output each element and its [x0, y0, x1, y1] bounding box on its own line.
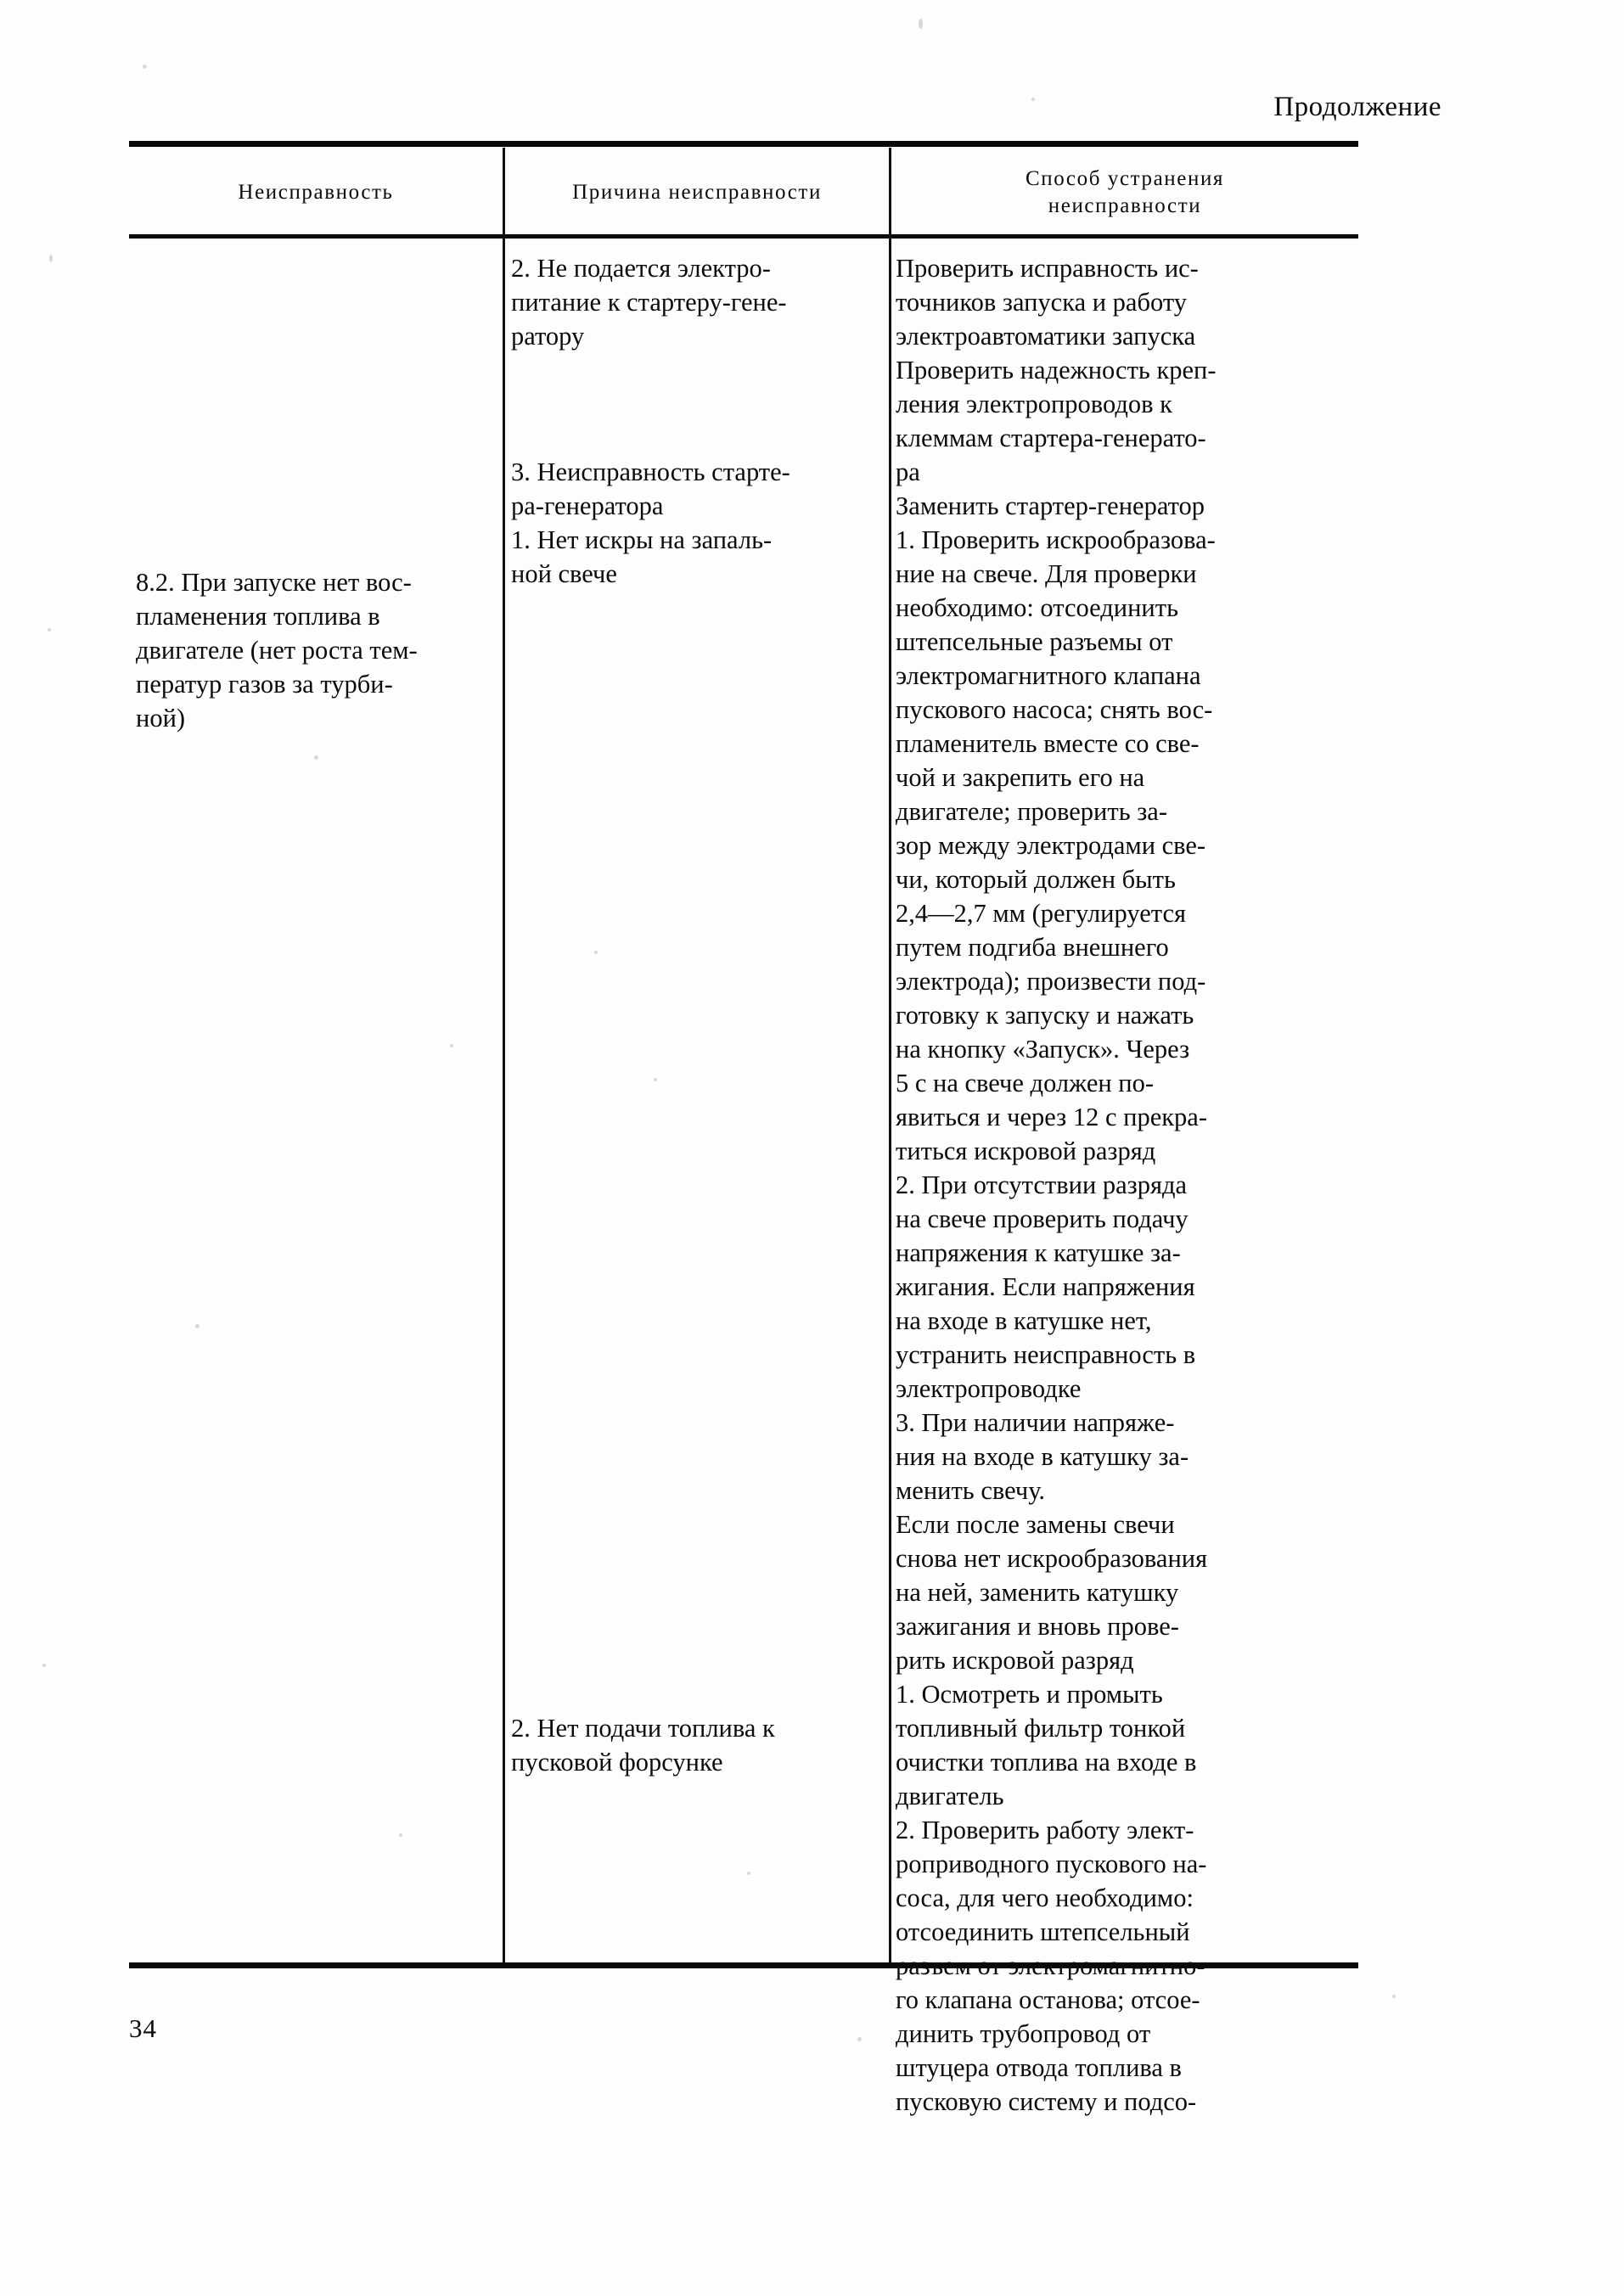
remedy-line: необходимо: отсоединить [896, 593, 1178, 622]
column-divider-2 [889, 148, 891, 1962]
cause-entry [511, 1711, 883, 1779]
remedy-line: роприводного пускового на- [896, 1850, 1207, 1878]
scan-speck [42, 1664, 46, 1667]
remedy-line: ния на входе в катушку за- [896, 1442, 1189, 1471]
remedy-line: двигателе; проверить за- [896, 797, 1167, 826]
remedy-line: электроавтоматики запуска [896, 322, 1196, 351]
fault-line: 8.2. При запуске нет вос- [136, 568, 412, 597]
scan-speck [1031, 98, 1035, 101]
remedy-line: штуцера отвода топлива в [896, 2053, 1182, 2082]
scan-speck [143, 65, 147, 69]
column-cause [511, 243, 883, 1779]
remedy-line: 2. Проверить работу элект- [896, 1816, 1194, 1844]
remedy-line: Проверить исправность ис- [896, 254, 1199, 283]
remedy-entry [896, 523, 1354, 1677]
remedy-line: отсоединить штепсельный [896, 1917, 1190, 1946]
remedy-line: на входе в катушке нет, [896, 1306, 1152, 1335]
remedy-line: чой и закрепить его на [896, 763, 1145, 792]
cause-line: ра-генератора [511, 491, 664, 520]
cause-line: 2. Нет подачи топлива к [511, 1714, 775, 1743]
remedy-line: менить свечу. [896, 1476, 1046, 1505]
remedy-entry [896, 353, 1354, 489]
table-header-rule [129, 234, 1358, 239]
remedy-line: точников запуска и работу [896, 288, 1188, 317]
scan-speck [857, 2037, 862, 2041]
fault-line: ператур газов за турби- [136, 670, 393, 699]
scan-speck [49, 255, 53, 262]
remedy-line: штепсельные разъемы от [896, 627, 1173, 656]
fault-line: пламенения топлива в [136, 602, 380, 631]
table-top-rule [129, 141, 1358, 147]
table-header-remedy-line1: Способ устранения [1025, 167, 1225, 190]
column-fault [136, 243, 496, 735]
table-header-cause-label: Причина неисправности [572, 181, 822, 204]
remedy-entry [896, 1677, 1354, 2119]
remedy-line: на ней, заменить катушку [896, 1578, 1179, 1607]
remedy-line: жигания. Если напряжения [896, 1272, 1195, 1301]
scan-speck [48, 628, 51, 632]
column-divider-1 [503, 148, 505, 1962]
remedy-line: напряжения к катушке за- [896, 1238, 1181, 1267]
remedy-line: 2. При отсутствии разряда [896, 1170, 1188, 1199]
remedy-line: разъем от электромагнитно- [896, 1951, 1205, 1980]
remedy-line: устранить неисправность в [896, 1340, 1196, 1369]
remedy-line: Если после замены свечи [896, 1510, 1175, 1539]
remedy-line: зажигания и вновь прове- [896, 1612, 1179, 1641]
remedy-line: титься искровой разряд [896, 1137, 1156, 1165]
scan-speck [919, 19, 923, 29]
spacer [511, 591, 883, 1711]
remedy-line: Проверить надежность креп- [896, 356, 1217, 385]
cause-line: ратору [511, 322, 585, 351]
running-head: Продолжение [1273, 92, 1441, 122]
table-header-remedy [891, 154, 1358, 231]
cause-line: ной свече [511, 559, 617, 588]
remedy-line: соса, для чего необходимо: [896, 1883, 1194, 1912]
remedy-line: клеммам стартера-генерато- [896, 424, 1206, 452]
table-header-remedy-line2: неисправности [1048, 194, 1202, 217]
remedy-line: электропроводке [896, 1374, 1082, 1403]
remedy-line: явиться и через 12 с прекра- [896, 1103, 1207, 1131]
cause-entry [511, 523, 883, 591]
cause-line: пусковой форсунке [511, 1748, 723, 1777]
remedy-line: электромагнитного клапана [896, 661, 1201, 690]
remedy-line: 3. При наличии напряже- [896, 1408, 1175, 1437]
remedy-line: пламенитель вместе со све- [896, 729, 1200, 758]
remedy-line: го клапана останова; отсое- [896, 1985, 1200, 2014]
spacer [511, 353, 883, 455]
remedy-line: на свече проверить подачу [896, 1204, 1188, 1233]
remedy-entry [896, 251, 1354, 353]
column-remedy [896, 243, 1354, 2119]
cause-line: 1. Нет искры на запаль- [511, 525, 773, 554]
remedy-line: Заменить стартер-генератор [896, 491, 1205, 520]
cause-line: 3. Неисправность старте- [511, 458, 790, 486]
remedy-line: рить искровой разряд [896, 1646, 1134, 1675]
remedy-line: очистки топлива на входе в [896, 1748, 1197, 1777]
table-header-fault-label: Неисправность [238, 181, 394, 204]
fault-line: ной) [136, 704, 186, 733]
remedy-line: путем подгиба внешнего [896, 933, 1169, 962]
fault-entry [136, 565, 496, 735]
remedy-line: чи, который должен быть [896, 865, 1176, 894]
remedy-line: 1. Осмотреть и промыть [896, 1680, 1163, 1709]
remedy-line: зор между электродами све- [896, 831, 1206, 860]
cause-line: питание к стартеру-гене- [511, 288, 787, 317]
cause-entry [511, 251, 883, 353]
remedy-line: снова нет искрообразования [896, 1544, 1208, 1573]
remedy-line: готовку к запуску и нажать [896, 1001, 1194, 1030]
remedy-line: двигатель [896, 1782, 1004, 1810]
remedy-line: ления электропроводов к [896, 390, 1172, 418]
page-number: 34 [129, 2013, 157, 2043]
remedy-line: ра [896, 458, 920, 486]
remedy-entry [896, 489, 1354, 523]
remedy-line: ние на свече. Для проверки [896, 559, 1197, 588]
remedy-line: электрода); произвести под- [896, 967, 1206, 996]
fault-line: двигателе (нет роста тем- [136, 636, 418, 665]
cause-line: 2. Не подается электро- [511, 254, 771, 283]
cause-entry [511, 455, 883, 523]
table-header-fault [129, 154, 503, 231]
remedy-line: динить трубопровод от [896, 2019, 1151, 2048]
table-header-cause [505, 154, 889, 231]
scan-speck [1392, 1995, 1396, 1998]
remedy-line: пусковую систему и подсо- [896, 2087, 1197, 2116]
remedy-line: топливный фильтр тонкой [896, 1714, 1186, 1743]
remedy-line: пускового насоса; снять вос- [896, 695, 1213, 724]
remedy-line: 2,4—2,7 мм (регулируется [896, 899, 1187, 928]
remedy-line: 5 с на свече должен по- [896, 1069, 1155, 1097]
remedy-line: на кнопку «Запуск». Через [896, 1035, 1190, 1064]
remedy-line: 1. Проверить искрообразова- [896, 525, 1216, 554]
